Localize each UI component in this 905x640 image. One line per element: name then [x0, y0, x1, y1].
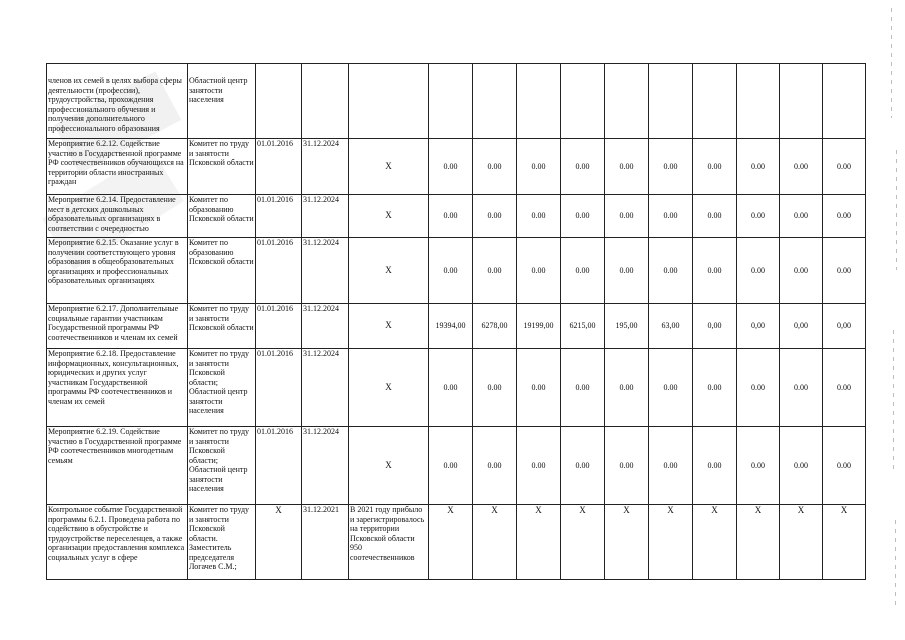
value-cell: X	[561, 505, 605, 580]
value-cell	[561, 64, 605, 139]
value-cell: 0.00	[473, 238, 517, 304]
value-cell: 0.00	[473, 349, 517, 427]
result-cell: В 2021 году прибыло и зарегистрировалось на территории Псковской области 950 соотечественников	[349, 505, 429, 580]
value-cell: 0.00	[737, 427, 780, 505]
value-cell: 0.00	[561, 349, 605, 427]
value-cell: 0.00	[429, 139, 473, 195]
value-cell: 0.00	[737, 195, 780, 238]
table-row	[47, 64, 866, 139]
measure-name: Мероприятие 6.2.18. Предоставление информационных, консультационных, юридических и других услуг участникам Государственной программы РФ соотечественников и членам их семей	[47, 349, 188, 427]
value-cell: 0.00	[605, 427, 649, 505]
result-cell: X	[349, 238, 429, 304]
value-cell: 0.00	[517, 427, 561, 505]
measure-name: Мероприятие 6.2.14. Предоставление мест в детских дошкольных образовательных организациях в соответствии с очередностью	[47, 195, 188, 238]
value-cell: 0.00	[823, 349, 866, 427]
executor: Комитет по труду и занятости Псковской области	[188, 139, 256, 195]
value-cell: 0.00	[823, 238, 866, 304]
value-cell: 0.00	[823, 427, 866, 505]
scan-edge-mark	[891, 8, 892, 118]
value-cell: 0.00	[693, 349, 737, 427]
value-cell: 0.00	[693, 427, 737, 505]
value-cell: 0.00	[823, 139, 866, 195]
result-cell: X	[349, 427, 429, 505]
end-date: 31.12.2024	[302, 304, 349, 349]
value-cell	[780, 64, 823, 139]
executor: Комитет по труду и занятости Псковской области; Областной центр занятости населения	[188, 427, 256, 505]
value-cell: 0.00	[561, 238, 605, 304]
executor: Комитет по образованию Псковской области	[188, 195, 256, 238]
value-cell: 0.00	[693, 139, 737, 195]
value-cell: 0.00	[429, 195, 473, 238]
scan-edge-mark	[895, 520, 896, 610]
value-cell: 0.00	[561, 139, 605, 195]
value-cell: 0.00	[517, 238, 561, 304]
value-cell: 0.00	[649, 427, 693, 505]
start-date: 01.01.2016	[256, 195, 302, 238]
start-date: 01.01.2016	[256, 304, 302, 349]
value-cell: 0,00	[693, 304, 737, 349]
value-cell: X	[780, 505, 823, 580]
value-cell: 0.00	[429, 427, 473, 505]
value-cell: 0.00	[473, 427, 517, 505]
value-cell: 0.00	[473, 195, 517, 238]
table-row	[47, 304, 866, 349]
table-body	[47, 64, 866, 580]
value-cell: 0.00	[649, 349, 693, 427]
value-cell: 0.00	[693, 238, 737, 304]
value-cell: 0,00	[737, 304, 780, 349]
start-date: X	[256, 505, 302, 580]
measure-name: Мероприятие 6.2.15. Оказание услуг в получении соответствующего уровня образования в общеобразовательных организациях и профессиональных образовательных организациях	[47, 238, 188, 304]
value-cell: 19199,00	[517, 304, 561, 349]
value-cell: 0.00	[737, 349, 780, 427]
measure-name: Мероприятие 6.2.12. Содействие участию в Государственной программе РФ соотечественников обучающихся на территории области иностранных граждан	[47, 139, 188, 195]
value-cell: X	[693, 505, 737, 580]
scan-edge-mark	[893, 330, 894, 470]
value-cell: X	[517, 505, 561, 580]
executor: Областной центр занятости населения	[188, 64, 256, 139]
scan-edge-mark	[896, 150, 897, 270]
value-cell: 0.00	[693, 195, 737, 238]
value-cell	[473, 64, 517, 139]
value-cell: 0.00	[649, 139, 693, 195]
executor: Комитет по образованию Псковской области	[188, 238, 256, 304]
value-cell: 6215,00	[561, 304, 605, 349]
value-cell: 0.00	[780, 427, 823, 505]
value-cell: 0.00	[737, 238, 780, 304]
table-row	[47, 505, 866, 580]
value-cell: 6278,00	[473, 304, 517, 349]
value-cell: 0.00	[605, 349, 649, 427]
value-cell: 0.00	[780, 139, 823, 195]
value-cell: 0.00	[823, 195, 866, 238]
value-cell: 0,00	[780, 304, 823, 349]
start-date: 01.01.2016	[256, 139, 302, 195]
value-cell	[737, 64, 780, 139]
value-cell: X	[823, 505, 866, 580]
result-cell	[349, 64, 429, 139]
value-cell: 195,00	[605, 304, 649, 349]
executor: Комитет по труду и занятости Псковской области; Областной центр занятости населения	[188, 349, 256, 427]
result-cell: X	[349, 195, 429, 238]
value-cell: 0.00	[517, 195, 561, 238]
table-row	[47, 238, 866, 304]
executor: Комитет по труду и занятости Псковской области. Заместитель председателя Логачев С.М.;	[188, 505, 256, 580]
value-cell: 0.00	[473, 139, 517, 195]
value-cell	[517, 64, 561, 139]
value-cell	[693, 64, 737, 139]
value-cell: 0.00	[737, 139, 780, 195]
table-row	[47, 195, 866, 238]
value-cell: 0.00	[429, 349, 473, 427]
value-cell	[649, 64, 693, 139]
measure-name: Мероприятие 6.2.17. Дополнительные социальные гарантии участникам Государственной программы РФ соотечественников и членам их семей	[47, 304, 188, 349]
value-cell: 19394,00	[429, 304, 473, 349]
end-date: 31.12.2024	[302, 195, 349, 238]
executor: Комитет по труду и занятости Псковской области	[188, 304, 256, 349]
end-date: 31.12.2024	[302, 427, 349, 505]
value-cell: X	[737, 505, 780, 580]
value-cell: 0.00	[649, 238, 693, 304]
value-cell: X	[605, 505, 649, 580]
start-date: 01.01.2016	[256, 349, 302, 427]
value-cell: X	[429, 505, 473, 580]
end-date	[302, 64, 349, 139]
value-cell: 0.00	[561, 427, 605, 505]
measure-name: Мероприятие 6.2.19. Содействие участию в Государственной программе РФ соотечественников многодетным семьям	[47, 427, 188, 505]
value-cell: 0.00	[780, 238, 823, 304]
value-cell: 0.00	[517, 139, 561, 195]
start-date: 01.01.2016	[256, 427, 302, 505]
value-cell	[429, 64, 473, 139]
start-date	[256, 64, 302, 139]
value-cell: X	[473, 505, 517, 580]
program-table	[46, 63, 866, 580]
measure-name: членов их семей в целях выбора сферы деятельности (профессии), трудоустройства, прохождения профессионального обучения и получения дополнительного профессионального образования	[47, 64, 188, 139]
value-cell: 0,00	[823, 304, 866, 349]
result-cell: X	[349, 139, 429, 195]
table-row	[47, 427, 866, 505]
value-cell: 0.00	[780, 349, 823, 427]
value-cell: 0.00	[649, 195, 693, 238]
measure-name: Контрольное событие Государственной программы 6.2.1. Проведена работа по содействию в обустройстве и трудоустройстве переселенцев, а также организации предоставления комплекса социальных услуг в сфере	[47, 505, 188, 580]
value-cell: 0.00	[429, 238, 473, 304]
value-cell: X	[649, 505, 693, 580]
result-cell: X	[349, 349, 429, 427]
value-cell	[605, 64, 649, 139]
end-date: 31.12.2021	[302, 505, 349, 580]
value-cell: 0.00	[605, 139, 649, 195]
end-date: 31.12.2024	[302, 238, 349, 304]
value-cell: 0.00	[561, 195, 605, 238]
end-date: 31.12.2024	[302, 139, 349, 195]
end-date: 31.12.2024	[302, 349, 349, 427]
value-cell: 0.00	[780, 195, 823, 238]
result-cell: X	[349, 304, 429, 349]
value-cell: 63,00	[649, 304, 693, 349]
start-date: 01.01.2016	[256, 238, 302, 304]
table-row	[47, 349, 866, 427]
value-cell: 0.00	[605, 195, 649, 238]
value-cell: 0.00	[605, 238, 649, 304]
value-cell: 0.00	[517, 349, 561, 427]
table-row	[47, 139, 866, 195]
value-cell	[823, 64, 866, 139]
